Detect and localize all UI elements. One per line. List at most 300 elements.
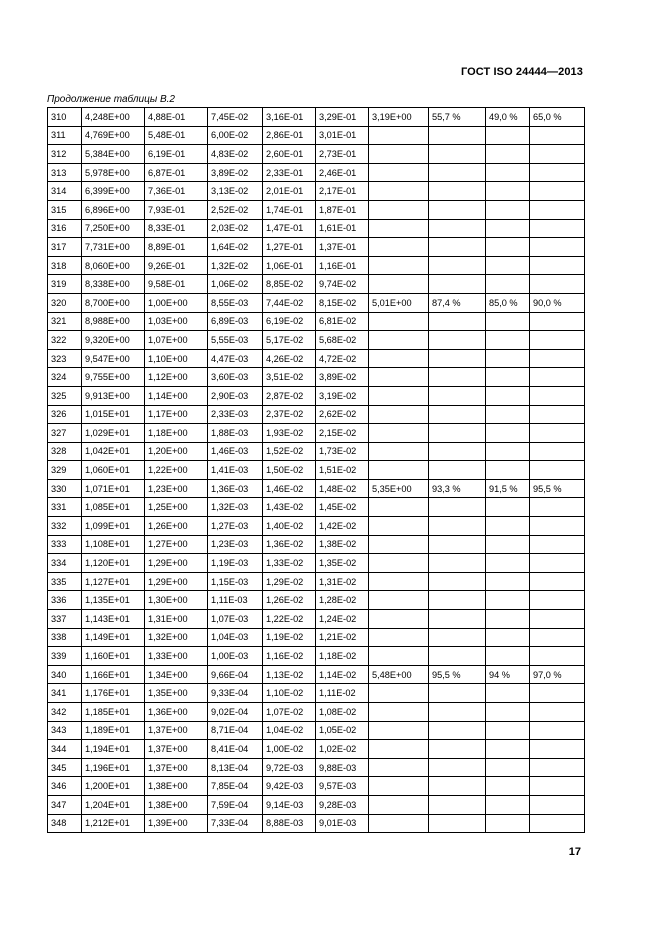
table-cell: 9,33E-04 [208, 684, 263, 703]
table-cell: 1,27E-03 [208, 517, 263, 536]
table-cell: 1,26E-02 [263, 591, 316, 610]
row-number-cell: 341 [48, 684, 82, 703]
table-cell: 7,250E+00 [82, 219, 145, 238]
table-cell: 1,060E+01 [82, 461, 145, 480]
table-cell: 1,51E-02 [316, 461, 369, 480]
table-cell: 1,61E-01 [316, 219, 369, 238]
data-table [47, 107, 585, 833]
table-row [48, 126, 585, 145]
table-cell: 1,16E-01 [316, 256, 369, 275]
table-cell: 9,01E-03 [316, 814, 369, 833]
table-cell [530, 461, 585, 480]
table-body [48, 108, 585, 833]
table-cell [369, 758, 429, 777]
table-cell [530, 405, 585, 424]
row-number-cell: 330 [48, 479, 82, 498]
table-cell [486, 703, 530, 722]
row-number-cell: 329 [48, 461, 82, 480]
table-cell [530, 424, 585, 443]
table-cell [486, 182, 530, 201]
table-cell [530, 795, 585, 814]
table-cell [486, 591, 530, 610]
table-row [48, 703, 585, 722]
table-cell: 1,74E-01 [263, 200, 316, 219]
table-cell: 9,58E-01 [145, 275, 208, 294]
table-cell: 91,5 % [486, 479, 530, 498]
table-cell [369, 368, 429, 387]
table-cell: 1,23E-03 [208, 535, 263, 554]
table-cell: 1,204E+01 [82, 795, 145, 814]
table-cell: 9,42E-03 [263, 777, 316, 796]
table-cell: 1,29E+00 [145, 572, 208, 591]
table-cell: 1,200E+01 [82, 777, 145, 796]
row-number-cell: 332 [48, 517, 82, 536]
table-cell [429, 275, 486, 294]
table-cell: 1,34E+00 [145, 665, 208, 684]
table-cell: 1,04E-03 [208, 628, 263, 647]
table-cell: 6,00E-02 [208, 126, 263, 145]
table-cell: 94 % [486, 665, 530, 684]
table-cell: 1,11E-02 [316, 684, 369, 703]
table-cell: 90,0 % [530, 293, 585, 312]
table-cell: 1,00E-03 [208, 647, 263, 666]
table-cell [530, 200, 585, 219]
table-row [48, 108, 585, 127]
row-number-cell: 342 [48, 703, 82, 722]
table-cell: 87,4 % [429, 293, 486, 312]
table-cell [369, 126, 429, 145]
table-cell [486, 647, 530, 666]
table-cell: 5,55E-03 [208, 331, 263, 350]
row-number-cell: 345 [48, 758, 82, 777]
table-cell [429, 777, 486, 796]
table-row [48, 405, 585, 424]
table-cell [369, 275, 429, 294]
table-cell [429, 684, 486, 703]
table-cell: 3,51E-02 [263, 368, 316, 387]
table-cell: 5,01E+00 [369, 293, 429, 312]
table-cell: 1,20E+00 [145, 442, 208, 461]
table-cell: 4,88E-01 [145, 108, 208, 127]
table-cell [369, 331, 429, 350]
table-cell: 1,02E-02 [316, 740, 369, 759]
table-cell [369, 256, 429, 275]
table-row [48, 331, 585, 350]
table-cell: 1,120E+01 [82, 554, 145, 573]
table-cell: 9,26E-01 [145, 256, 208, 275]
table-cell: 4,26E-02 [263, 349, 316, 368]
row-number-cell: 344 [48, 740, 82, 759]
table-cell [369, 814, 429, 833]
table-cell: 1,16E-02 [263, 647, 316, 666]
table-cell: 2,62E-02 [316, 405, 369, 424]
table-cell [486, 126, 530, 145]
table-cell: 93,3 % [429, 479, 486, 498]
table-cell [429, 405, 486, 424]
row-number-cell: 335 [48, 572, 82, 591]
table-cell: 1,48E-02 [316, 479, 369, 498]
row-number-cell: 310 [48, 108, 82, 127]
table-cell [530, 610, 585, 629]
table-cell: 95,5 % [530, 479, 585, 498]
table-cell: 1,143E+01 [82, 610, 145, 629]
table-cell: 1,41E-03 [208, 461, 263, 480]
table-cell [486, 405, 530, 424]
table-cell: 1,185E+01 [82, 703, 145, 722]
table-row [48, 256, 585, 275]
table-cell: 2,33E-01 [263, 163, 316, 182]
table-cell: 7,45E-02 [208, 108, 263, 127]
row-number-cell: 331 [48, 498, 82, 517]
table-cell [369, 461, 429, 480]
table-row [48, 442, 585, 461]
row-number-cell: 321 [48, 312, 82, 331]
table-cell: 1,36E-02 [263, 535, 316, 554]
table-cell: 1,26E+00 [145, 517, 208, 536]
table-cell: 7,33E-04 [208, 814, 263, 833]
table-row [48, 349, 585, 368]
row-number-cell: 319 [48, 275, 82, 294]
table-cell [429, 312, 486, 331]
table-cell [486, 572, 530, 591]
table-row [48, 479, 585, 498]
table-cell: 3,89E-02 [316, 368, 369, 387]
table-cell [429, 795, 486, 814]
table-cell [369, 517, 429, 536]
table-cell [486, 312, 530, 331]
table-cell [530, 628, 585, 647]
table-cell: 8,15E-02 [316, 293, 369, 312]
table-cell: 1,50E-02 [263, 461, 316, 480]
table-cell [486, 163, 530, 182]
table-cell [429, 517, 486, 536]
table-row [48, 200, 585, 219]
table-cell [530, 703, 585, 722]
table-cell: 1,88E-03 [208, 424, 263, 443]
table-cell: 1,32E-03 [208, 498, 263, 517]
table-cell [486, 200, 530, 219]
table-cell: 1,05E-02 [316, 721, 369, 740]
table-cell [530, 721, 585, 740]
table-cell: 9,913E+00 [82, 386, 145, 405]
table-cell: 1,24E-02 [316, 610, 369, 629]
table-cell: 49,0 % [486, 108, 530, 127]
table-cell [369, 572, 429, 591]
table-cell: 1,04E-02 [263, 721, 316, 740]
table-cell [486, 610, 530, 629]
table-cell: 7,36E-01 [145, 182, 208, 201]
table-cell [369, 554, 429, 573]
table-cell [429, 442, 486, 461]
table-cell [429, 368, 486, 387]
row-number-cell: 311 [48, 126, 82, 145]
table-cell [369, 442, 429, 461]
table-cell [429, 628, 486, 647]
table-cell: 9,755E+00 [82, 368, 145, 387]
table-cell: 9,320E+00 [82, 331, 145, 350]
table-cell: 1,14E-02 [316, 665, 369, 684]
table-cell: 1,196E+01 [82, 758, 145, 777]
table-cell: 9,28E-03 [316, 795, 369, 814]
row-number-cell: 337 [48, 610, 82, 629]
table-cell [530, 740, 585, 759]
table-cell: 1,00E+00 [145, 293, 208, 312]
table-cell [429, 814, 486, 833]
table-cell [530, 219, 585, 238]
table-cell: 2,46E-01 [316, 163, 369, 182]
table-cell: 85,0 % [486, 293, 530, 312]
table-cell: 4,47E-03 [208, 349, 263, 368]
table-cell: 1,18E+00 [145, 424, 208, 443]
table-cell [530, 182, 585, 201]
document-code: ГОСТ ISO 24444—2013 [460, 66, 583, 78]
table-cell [429, 126, 486, 145]
table-cell: 1,64E-02 [208, 238, 263, 257]
table-cell: 1,00E-02 [263, 740, 316, 759]
table-row [48, 424, 585, 443]
table-cell: 5,48E+00 [369, 665, 429, 684]
table-row [48, 368, 585, 387]
table-cell: 1,73E-02 [316, 442, 369, 461]
table-cell: 9,14E-03 [263, 795, 316, 814]
row-number-cell: 336 [48, 591, 82, 610]
table-cell: 1,108E+01 [82, 535, 145, 554]
table-cell: 3,19E-02 [316, 386, 369, 405]
table-cell: 1,40E-02 [263, 517, 316, 536]
table-cell: 1,36E-03 [208, 479, 263, 498]
table-cell [486, 684, 530, 703]
table-cell [429, 238, 486, 257]
table-cell: 2,17E-01 [316, 182, 369, 201]
table-cell [530, 238, 585, 257]
table-cell: 1,38E+00 [145, 795, 208, 814]
table-cell [369, 219, 429, 238]
table-cell: 1,27E+00 [145, 535, 208, 554]
table-cell [369, 610, 429, 629]
table-cell: 1,35E-02 [316, 554, 369, 573]
row-number-cell: 343 [48, 721, 82, 740]
table-cell: 5,48E-01 [145, 126, 208, 145]
table-cell: 1,06E-01 [263, 256, 316, 275]
table-cell: 1,93E-02 [263, 424, 316, 443]
table-cell: 1,23E+00 [145, 479, 208, 498]
table-cell: 6,19E-01 [145, 145, 208, 164]
table-cell [530, 312, 585, 331]
table-cell [369, 349, 429, 368]
table-cell: 1,176E+01 [82, 684, 145, 703]
table-cell [369, 200, 429, 219]
table-cell [369, 424, 429, 443]
table-cell: 5,17E-02 [263, 331, 316, 350]
table-cell [429, 349, 486, 368]
table-cell: 4,72E-02 [316, 349, 369, 368]
table-cell: 2,60E-01 [263, 145, 316, 164]
table-cell [369, 647, 429, 666]
table-cell: 65,0 % [530, 108, 585, 127]
table-cell: 2,52E-02 [208, 200, 263, 219]
table-cell [369, 238, 429, 257]
table-cell: 2,37E-02 [263, 405, 316, 424]
table-cell: 1,19E-02 [263, 628, 316, 647]
table-cell: 1,10E+00 [145, 349, 208, 368]
table-cell [486, 777, 530, 796]
table-cell [429, 703, 486, 722]
table-cell [486, 740, 530, 759]
table-cell: 1,37E-01 [316, 238, 369, 257]
table-cell: 95,5 % [429, 665, 486, 684]
table-cell [530, 386, 585, 405]
table-cell [486, 461, 530, 480]
table-cell: 1,32E+00 [145, 628, 208, 647]
table-cell: 9,547E+00 [82, 349, 145, 368]
row-number-cell: 312 [48, 145, 82, 164]
table-cell: 1,166E+01 [82, 665, 145, 684]
table-cell [369, 740, 429, 759]
table-row [48, 275, 585, 294]
table-cell: 5,384E+00 [82, 145, 145, 164]
table-row [48, 461, 585, 480]
table-cell: 3,60E-03 [208, 368, 263, 387]
table-cell: 1,32E-02 [208, 256, 263, 275]
table-cell [530, 275, 585, 294]
table-row [48, 591, 585, 610]
table-cell: 1,27E-01 [263, 238, 316, 257]
table-cell [369, 591, 429, 610]
table-row [48, 145, 585, 164]
table-cell: 1,127E+01 [82, 572, 145, 591]
table-cell [429, 386, 486, 405]
table-cell: 1,29E+00 [145, 554, 208, 573]
table-cell [530, 591, 585, 610]
table-cell: 1,46E-03 [208, 442, 263, 461]
table-cell [429, 758, 486, 777]
table-cell [530, 349, 585, 368]
table-cell [530, 554, 585, 573]
row-number-cell: 313 [48, 163, 82, 182]
table-cell: 1,029E+01 [82, 424, 145, 443]
table-cell [429, 647, 486, 666]
table-cell: 3,19E+00 [369, 108, 429, 127]
row-number-cell: 348 [48, 814, 82, 833]
table-cell [486, 256, 530, 275]
table-cell: 1,099E+01 [82, 517, 145, 536]
table-cell: 8,33E-01 [145, 219, 208, 238]
table-row [48, 535, 585, 554]
table-cell: 8,988E+00 [82, 312, 145, 331]
row-number-cell: 338 [48, 628, 82, 647]
table-cell: 1,13E-02 [263, 665, 316, 684]
table-cell: 1,212E+01 [82, 814, 145, 833]
table-cell [486, 424, 530, 443]
table-cell: 1,11E-03 [208, 591, 263, 610]
table-cell: 2,86E-01 [263, 126, 316, 145]
row-number-cell: 323 [48, 349, 82, 368]
table-cell [530, 368, 585, 387]
table-cell [369, 405, 429, 424]
table-row [48, 386, 585, 405]
table-cell: 8,55E-03 [208, 293, 263, 312]
row-number-cell: 318 [48, 256, 82, 275]
table-cell: 9,02E-04 [208, 703, 263, 722]
table-cell [530, 572, 585, 591]
table-cell [369, 145, 429, 164]
table-cell: 55,7 % [429, 108, 486, 127]
table-row [48, 312, 585, 331]
table-cell [486, 386, 530, 405]
table-cell [530, 758, 585, 777]
table-cell: 1,33E-02 [263, 554, 316, 573]
table-cell [530, 647, 585, 666]
table-cell: 6,81E-02 [316, 312, 369, 331]
table-cell [369, 684, 429, 703]
table-cell [486, 535, 530, 554]
row-number-cell: 326 [48, 405, 82, 424]
row-number-cell: 346 [48, 777, 82, 796]
table-cell: 1,38E-02 [316, 535, 369, 554]
table-cell: 1,33E+00 [145, 647, 208, 666]
table-cell: 7,85E-04 [208, 777, 263, 796]
table-row [48, 665, 585, 684]
table-cell [530, 145, 585, 164]
table-cell: 1,87E-01 [316, 200, 369, 219]
table-cell [429, 572, 486, 591]
table-cell [530, 498, 585, 517]
table-cell: 6,19E-02 [263, 312, 316, 331]
table-cell [369, 163, 429, 182]
table-cell [486, 517, 530, 536]
table-cell: 3,01E-01 [316, 126, 369, 145]
table-cell: 7,93E-01 [145, 200, 208, 219]
table-cell: 1,194E+01 [82, 740, 145, 759]
table-cell: 97,0 % [530, 665, 585, 684]
table-cell: 1,22E+00 [145, 461, 208, 480]
table-cell [429, 498, 486, 517]
table-cell: 1,31E-02 [316, 572, 369, 591]
table-cell: 1,35E+00 [145, 684, 208, 703]
table-cell: 1,38E+00 [145, 777, 208, 796]
table-cell [530, 535, 585, 554]
row-number-cell: 328 [48, 442, 82, 461]
table-cell [530, 126, 585, 145]
table-cell [429, 331, 486, 350]
table-row [48, 721, 585, 740]
table-cell [429, 740, 486, 759]
table-cell [530, 777, 585, 796]
table-cell: 1,30E+00 [145, 591, 208, 610]
table-cell: 3,29E-01 [316, 108, 369, 127]
row-number-cell: 324 [48, 368, 82, 387]
table-row [48, 163, 585, 182]
table-cell: 1,160E+01 [82, 647, 145, 666]
row-number-cell: 334 [48, 554, 82, 573]
table-cell [369, 721, 429, 740]
table-cell [530, 517, 585, 536]
table-cell: 1,12E+00 [145, 368, 208, 387]
table-cell: 9,66E-04 [208, 665, 263, 684]
table-cell [429, 219, 486, 238]
table-row [48, 572, 585, 591]
table-cell: 6,896E+00 [82, 200, 145, 219]
table-cell: 2,73E-01 [316, 145, 369, 164]
table-cell: 1,43E-02 [263, 498, 316, 517]
table-cell [429, 163, 486, 182]
table-cell: 1,36E+00 [145, 703, 208, 722]
table-cell: 1,08E-02 [316, 703, 369, 722]
row-number-cell: 316 [48, 219, 82, 238]
table-cell [530, 684, 585, 703]
table-cell: 7,731E+00 [82, 238, 145, 257]
table-row [48, 740, 585, 759]
